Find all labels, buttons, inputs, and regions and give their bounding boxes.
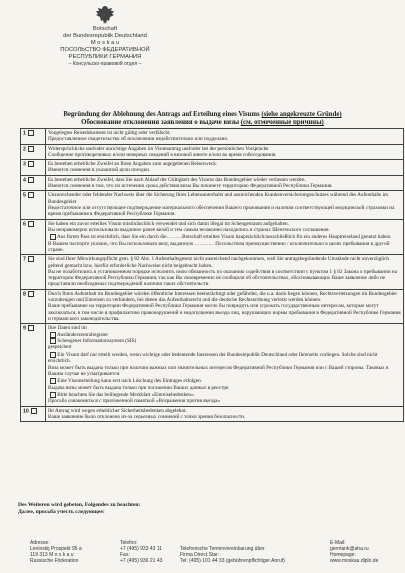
reason-checkbox[interactable] — [28, 146, 34, 152]
reason-text-ru: Недостаточное или отсутствующее подтверждение материального обеспечения Вашего проживания и наличия соответствующей медицинской страховки на время пребывания в Федеративной Республике Германия. — [48, 204, 395, 218]
reason-text-de: Sie haben ein zuvor erteiltes Visum missbräuchlich verwendet und sich damit illegal im Schengenraum aufgehalten. — [48, 220, 289, 227]
reason-row — [21, 175, 404, 191]
header-line-5: РЕСПУБЛИКИ ГЕРМАНИЯ — [68, 54, 142, 60]
reason-row — [21, 160, 404, 176]
reason-number: 8 — [23, 291, 26, 298]
reason-text-de: Ihr Antrag wird wegen erheblicher Sicherheitsbedenken abgelehnt. — [48, 407, 187, 414]
reason-number: 4 — [23, 177, 26, 184]
email-label: E-Mail: — [330, 540, 346, 546]
reason-text-ru: Имеются сомнения в указанной цели поездки. — [48, 167, 151, 174]
phone-label: Telefon: — [120, 540, 138, 546]
sis-checkbox[interactable] — [50, 338, 56, 344]
header-line-3: M o s k a u — [90, 40, 120, 46]
reason-number: 5 — [23, 192, 26, 199]
federal-eagle-icon — [93, 4, 117, 26]
reason-text-ru: Предоставленное свидетельство об исключении недействительно или подделано. — [48, 136, 229, 143]
phone-block — [120, 540, 162, 564]
reason-row — [21, 324, 404, 407]
reason-text-de: Ihre Daten sind im — [48, 325, 87, 332]
sub-reason-text-de: Ein Visum darf nur erteilt werden, wenn wichtige oder bedeutende Interessen der Bundesrepublik Deutschland oder Ihrerseits vorliegen. Solche sind nicht ersichtlich. — [48, 351, 378, 365]
register-option-1: Ausländerzentralregister — [57, 331, 109, 338]
reason-checkbox[interactable] — [28, 256, 34, 262]
title-ru: Обоснование отклонения заявления о выдаче визы — [81, 119, 241, 127]
further-notes — [18, 502, 140, 516]
reason-number: 2 — [23, 145, 26, 152]
sub-reason-text-de: Aus Ihrem Pass ist ersichtlich, dass Sie ein durch die………Botschaft erteiltes Visum hauptsächlich/ausschließlich für ein anderes Hauptreiseland genutzt haben. — [57, 234, 392, 241]
reason-row — [21, 289, 404, 323]
embassy-letterhead — [0, 4, 210, 67]
appointment-block — [180, 546, 285, 564]
reason-text-de: Sie sind Ihrer Mitwirkungspflicht gem. § 82 Abs. 1 Aufenthaltsgesetz nicht ausreichend nachgekommen, weil Sie antragsbegründende Umstände nicht unverzüglich geltend gemacht bzw. hierfür erforderliche Nachweise nicht beigebracht haben. — [48, 256, 389, 269]
further-notes-de: Des Weiteren wird gebeten, Folgendes zu beachten: — [18, 502, 141, 508]
register-suffix: gespeichert — [48, 344, 72, 351]
reason-row — [21, 406, 404, 422]
reason-number: 3 — [23, 161, 26, 168]
header-line-1: Botschaft — [92, 26, 118, 32]
reason-number: 9 — [23, 325, 26, 332]
email-address[interactable]: germank@aha.ru — [330, 546, 369, 552]
homepage-label: Homepage: — [330, 552, 356, 558]
email-block — [330, 540, 378, 564]
appointment-line: Firma Direct Star: — [180, 552, 220, 558]
sub-reason-checkbox[interactable] — [50, 234, 56, 240]
address-label: Adresse: — [30, 540, 50, 546]
sub-reason-checkbox[interactable] — [50, 378, 56, 384]
reason-checkbox[interactable] — [28, 130, 34, 136]
reason-row — [21, 129, 404, 145]
reasons-table — [20, 128, 404, 422]
title-de: Begründung der Ablehnung des Antrags auf Erteilung eines Visums — [63, 111, 262, 118]
reason-row — [21, 144, 404, 160]
sub-reason-text-ru: Выдача визы может быть выдана только при погашении Ваших данных в реестре. — [48, 384, 230, 391]
reason-text-de: Vorgelegtes Reisedokument ist nicht gültig oder verfälscht. — [48, 130, 171, 136]
reason-text-ru: Сообщение противоречивых и/или неверных сведений в визовой анкете и/или во время собеседования. — [48, 151, 277, 158]
reason-text-de: Widersprüchliche und/oder unrichtige Angaben im Visumantrag und/oder bei der persönlichen Vorsprache — [48, 145, 269, 152]
address-line: Russische Föderation — [30, 558, 79, 564]
sub-reason-checkbox[interactable] — [50, 352, 56, 358]
fax-number: +7 (495) 936 21 43 — [120, 558, 163, 564]
sub-reason-text-ru: Просьба ознакомиться с приложенной памяткой «Возражения против въезда» — [48, 398, 221, 405]
header-line-2: der Bundesrepublik Deutschland — [63, 33, 147, 39]
reason-text-ru: Имеются сомнения в том, что по истечении срока действия визы Вы покинете территорию Федеративной Республики Германия. — [48, 183, 333, 190]
reason-checkbox[interactable] — [28, 161, 34, 167]
appointment-line: Tel: (495) 101 44 33 (gebührenpflichtiger Anruf) — [180, 558, 285, 564]
reason-row — [21, 255, 404, 289]
reason-number: 7 — [23, 256, 26, 263]
further-notes-ru: Далее, просьба учесть следующее: — [18, 509, 105, 515]
sub-reason-text-ru: В Вашем паспорте указано, что Вы использовали визу, выданную …………Посольством преимущественно / исключительно в целях пребывания в другой стране. — [48, 240, 390, 253]
document-title — [40, 111, 365, 127]
homepage-link[interactable]: www.moskau.diplo.de — [330, 558, 379, 564]
reason-row — [21, 191, 404, 219]
address-block — [30, 540, 82, 564]
reason-text-de: Unzureichender oder fehlender Nachweis über die Sicherung Ihres Lebensunterhalts und ausreichenden Krankenversicherungsschutzes während des Aufenthalts im Bundesgebiet — [48, 192, 389, 205]
reason-text-ru: Вы неправомерно использовали выданное ранее визой и тем самым незаконно находились в странах Шенгенского соглашения. — [48, 226, 330, 233]
register-option-2: Schengener Informationssystem (SIS) — [57, 338, 137, 345]
sub-reason-text-de: Eine Visumerteilung kann erst nach Löschung des Eintrages erfolgen. — [57, 378, 202, 385]
reason-number: 1 — [23, 130, 26, 137]
reason-checkbox[interactable] — [28, 291, 34, 297]
reason-checkbox[interactable] — [28, 192, 34, 198]
reason-checkbox[interactable] — [31, 408, 37, 414]
reason-text-de: Durch Ihren Aufenthalt im Bundesgebiet würden öffentliche Interessen beeinträchtigt oder gefährdet, die u.a. darin liegen können, Rechtsverletzungen im Bundesgebiet vorzubeugen und Einreisen zu verhindern, bei denen das Aufenthaltsrecht und die deutsche Rechtsordnung verletzt werden können. — [48, 290, 397, 304]
header-dept: – Консульско-правовой отдел – — [68, 61, 142, 67]
reason-checkbox[interactable] — [28, 325, 34, 331]
address-line: 119 313 M o s k a u — [30, 552, 74, 558]
sub-reason-text-de: Bitte beachten Sie das beiliegende Merkblatt «Einreisebedenken». — [57, 392, 195, 399]
title-de-underlined: (siehe angekreuzte Gründe) — [261, 111, 342, 118]
register-checkbox[interactable] — [50, 332, 56, 338]
reason-text-ru: Вы не позаботились в установленном порядке исполнить свою обязанность по оказанию содействия в соответствии с пунктом 1 § 82 Закона о пребывании на территории Федеративной Республики Германия, так как Вы своевременно не сообщили об обстоятельствах, обосновывающих Ваше заявление либо не представили необходимых подтверждений наличия таких обстоятельств. — [48, 268, 397, 288]
reason-checkbox[interactable] — [28, 221, 34, 227]
reason-number: 6 — [23, 220, 26, 227]
reason-text-ru: Ваше пребывание на территории Федеративной Республики Германия могло бы повредить или угрожать государственным интересам, которые могут заключаться, в том числе в профилактике правонарушений и недопущении въезда лиц, нарушающих нормы пребывания в Федеративной Республике Германия и германского законодательства. — [48, 303, 401, 322]
reason-number: 10 — [23, 408, 29, 415]
address-line: Leninskij Prospekt 95 a — [30, 546, 82, 552]
reason-checkbox[interactable] — [28, 177, 34, 183]
sub-reason-text-ru: Виза может быть выдана только при наличии важных или значительных интересов Федеративной Республики Германия или с Вашей стороны. Таковых в Вашем случае не усматривается. — [48, 364, 389, 377]
appointment-line: Telefonische Terminvereinbarung über — [180, 546, 265, 552]
reason-text-ru: Ваше заявление было отклонено из-за серьезных сомнений с точки зрения безопасности. — [48, 414, 246, 420]
reason-row — [21, 219, 404, 255]
fax-label: Fax: — [120, 552, 130, 558]
phone-number: +7 (495) 933 43 11 — [120, 546, 163, 552]
reason-text-de: Es bestehen erhebliche Zweifel, dass Sie nach Ablauf der Gültigkeit des Visums das Bundesgebiet wieder verlassen werden. — [48, 176, 306, 183]
header-line-4: ПОСОЛЬСТВО ФЕДЕРАТИВНОЙ — [60, 47, 150, 53]
title-ru-underlined: (см. отмеченные причины) — [240, 119, 324, 127]
reason-text-de: Es bestehen erhebliche Zweifel an Ihren Angaben zum angegebenen Reisezweck. — [48, 161, 218, 168]
